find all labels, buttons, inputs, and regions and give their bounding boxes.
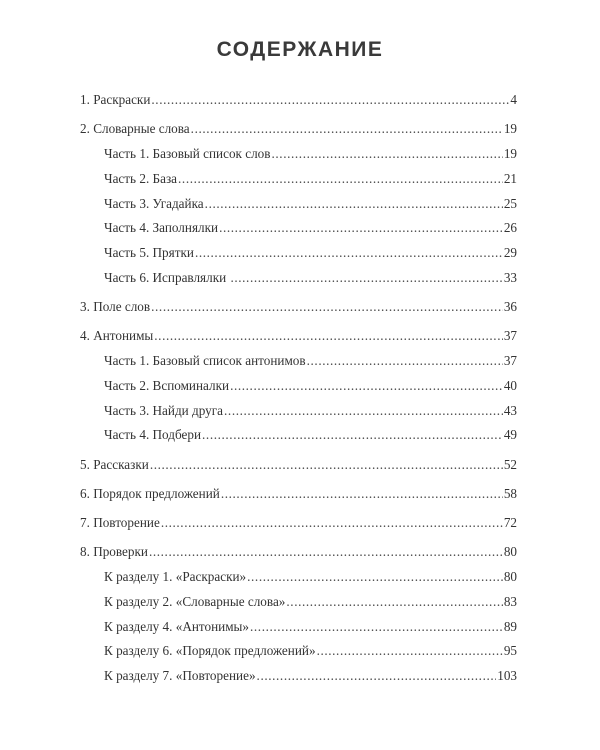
- toc-dot-leader: [230, 374, 503, 399]
- toc-entry-label: 4. Антонимы: [80, 328, 154, 344]
- toc-page-number: 4: [510, 92, 517, 107]
- toc-entry-label: К разделу 7. «Повторение»: [104, 668, 256, 683]
- toc-section-entry: [80, 482, 517, 507]
- toc-subsection-entry: [104, 216, 517, 241]
- toc-dot-leader: [202, 423, 503, 448]
- toc-page-number: 21: [503, 170, 517, 186]
- toc-section-entry: [80, 295, 517, 320]
- toc-page-number: 52: [503, 456, 517, 472]
- toc-page-number: 103: [497, 668, 517, 683]
- toc-entry-label: К разделу 1. «Раскраски»: [104, 569, 247, 584]
- toc-entry-label: 3. Поле слов: [80, 299, 151, 314]
- toc-section-entry: [80, 453, 517, 478]
- toc-dot-leader: [151, 295, 503, 320]
- toc-dot-leader: [195, 241, 503, 266]
- toc-entry-label: 6. Порядок предложений: [80, 485, 220, 501]
- toc-dot-leader: [150, 453, 503, 478]
- toc-page-number: 33: [503, 269, 517, 285]
- toc-dot-leader: [178, 167, 503, 192]
- toc-dot-leader: [286, 590, 502, 615]
- toc-entry-label: Часть 4. Подбери: [104, 427, 202, 443]
- toc-page-number: 26: [503, 220, 517, 236]
- toc-dot-leader: [149, 540, 503, 565]
- toc-entry-label: Часть 2. Вспоминалки: [104, 377, 230, 393]
- toc-page-number: 43: [503, 402, 517, 418]
- toc-dot-leader: [191, 117, 503, 142]
- toc-dot-leader: [221, 482, 503, 507]
- toc-entry-label: К разделу 6. «Порядок предложений»: [104, 643, 316, 659]
- toc-page-number: 58: [503, 485, 517, 501]
- toc-dot-leader: [307, 349, 503, 374]
- toc-subsection-entry: [104, 615, 517, 640]
- toc-page-number: 25: [503, 195, 517, 211]
- toc-subsection-entry: [104, 399, 517, 424]
- toc-page-number: 37: [503, 353, 517, 368]
- toc-subsection-entry: [104, 565, 517, 590]
- toc-page-number: 80: [503, 544, 517, 560]
- toc-dot-leader: [272, 142, 503, 167]
- toc-section-entry: [80, 511, 517, 536]
- toc-entry-label: Часть 3. Найди друга: [104, 402, 224, 418]
- toc-page-number: 80: [503, 569, 517, 584]
- toc-entry-label: Часть 4. Заполнялки: [104, 220, 219, 236]
- toc-entry-label: К разделу 2. «Словарные слова»: [104, 593, 286, 609]
- toc-subsection-entry: [104, 192, 517, 217]
- toc-page-number: 19: [503, 121, 517, 137]
- toc-section-entry: [80, 540, 517, 565]
- toc-page-number: 95: [503, 643, 517, 659]
- toc-dot-leader: [151, 88, 509, 113]
- toc-entry-label: 7. Повторение: [80, 515, 160, 530]
- toc-dot-leader: [154, 324, 503, 349]
- toc-page-number: 37: [503, 328, 517, 344]
- toc-page-number: 19: [503, 146, 517, 161]
- toc-page-number: 49: [503, 427, 517, 443]
- toc-page-number: 29: [503, 245, 517, 260]
- toc-section-entry: [80, 117, 517, 142]
- toc-entry-label: 8. Проверки: [80, 544, 148, 560]
- toc-page-number: 72: [503, 515, 517, 530]
- toc-entry-label: 5. Рассказки: [80, 456, 149, 472]
- toc-entry-label: Часть 3. Угадайка: [104, 195, 204, 211]
- toc-dot-leader: [247, 565, 503, 590]
- toc-page-number: 36: [503, 299, 517, 314]
- toc-entry-label: 1. Раскраски: [80, 92, 151, 107]
- toc-subsection-entry: [104, 639, 517, 664]
- toc-subsection-entry: [104, 266, 517, 291]
- toc-subsection-entry: [104, 590, 517, 615]
- toc-dot-leader: [317, 639, 503, 664]
- toc-subsection-entry: [104, 374, 517, 399]
- toc-entry-label: Часть 1. Базовый список слов: [104, 146, 271, 161]
- toc-dot-leader: [205, 192, 503, 217]
- toc-entry-label: Часть 6. Исправлялки: [104, 269, 230, 285]
- toc-entry-label: К разделу 4. «Антонимы»: [104, 618, 250, 634]
- toc-subsection-entry: [104, 167, 517, 192]
- toc-dot-leader: [257, 664, 497, 689]
- page-title: СОДЕРЖАНИЕ: [216, 38, 384, 61]
- toc-dot-leader: [230, 266, 502, 291]
- toc-subsection-entry: [104, 664, 517, 689]
- toc-entry-label: Часть 1. Базовый список антонимов: [104, 353, 306, 368]
- toc-entry-label: Часть 5. Прятки: [104, 245, 194, 260]
- toc-dot-leader: [250, 615, 503, 640]
- toc-entry-label: 2. Словарные слова: [80, 121, 190, 137]
- toc-subsection-entry: [104, 423, 517, 448]
- toc-subsection-entry: [104, 142, 517, 167]
- toc-entry-label: Часть 2. База: [104, 170, 178, 186]
- toc-subsection-entry: [104, 241, 517, 266]
- toc-section-entry: [80, 88, 517, 113]
- toc-subsection-entry: [104, 349, 517, 374]
- toc-page-number: 83: [503, 593, 517, 609]
- toc-section-entry: [80, 324, 517, 349]
- toc-page-number: 40: [503, 377, 517, 393]
- toc-page-number: 89: [503, 618, 517, 634]
- toc-dot-leader: [224, 399, 503, 424]
- toc-dot-leader: [161, 511, 503, 536]
- toc-dot-leader: [219, 216, 503, 241]
- table-of-contents: [0, 88, 600, 689]
